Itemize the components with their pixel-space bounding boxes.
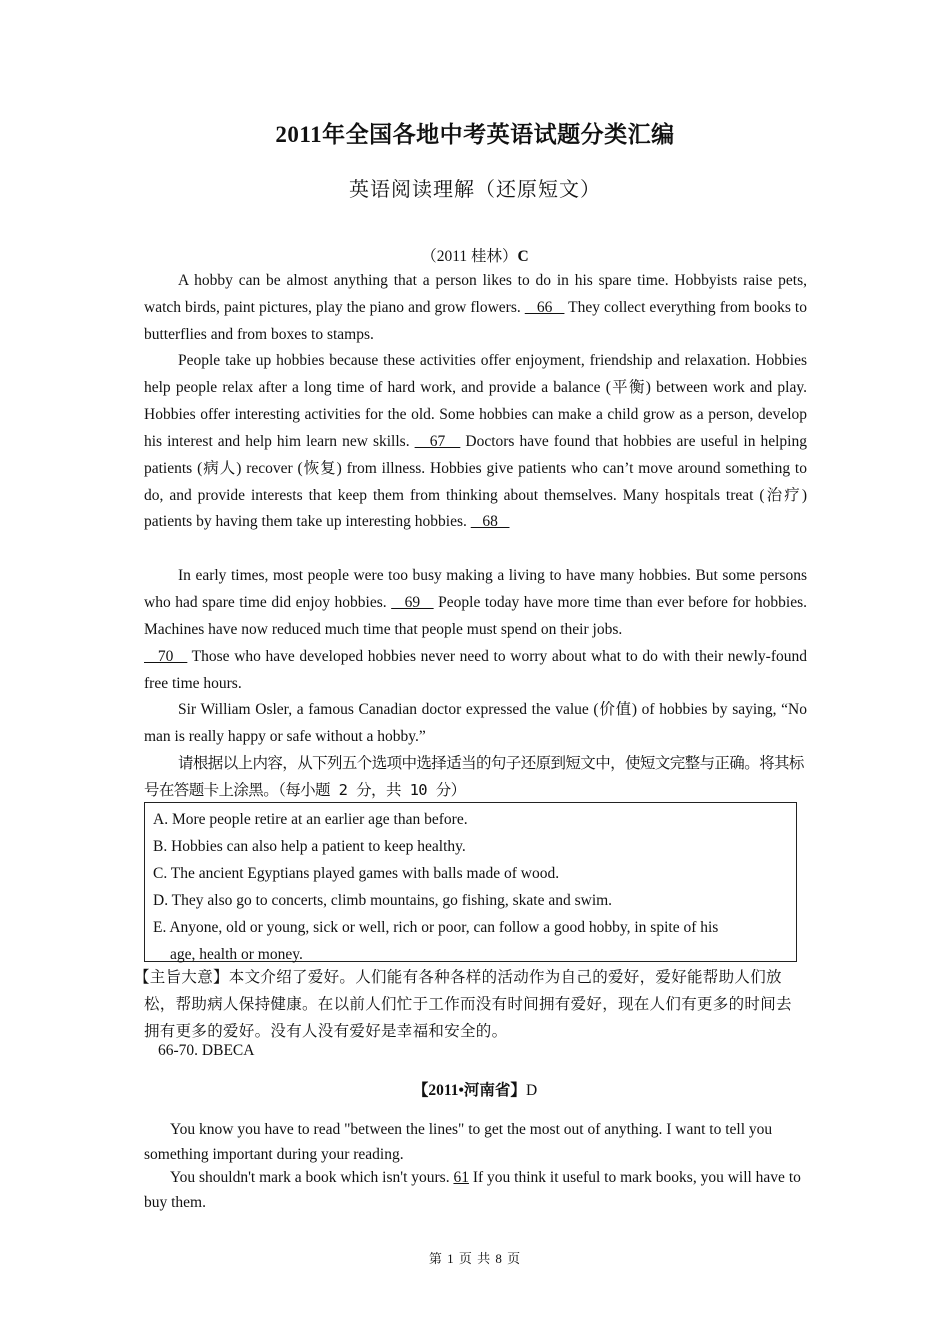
section-heading-prefix: （2011 桂林） <box>421 248 518 265</box>
blank-68: 68 <box>470 513 510 531</box>
option-b: B. Hobbies can also help a patient to keep healthy. <box>153 838 466 855</box>
section-heading-letter: C <box>517 248 529 265</box>
section-heading-henan <box>0 1078 950 1100</box>
answer-key: 66-70. DBECA <box>158 1042 255 1059</box>
option-e: E. Anyone, old or young, sick or well, rich or poor, can follow a good hobby, in spite of his <box>153 919 719 936</box>
passage-paragraph-1: A hobby can be almost anything that a person likes to do in his spare time. Hobbyists raise pets, watch birds, paint pictures, play the piano and grow flowers. 66 They collect everything from books to butterflies and from boxes to stamps. <box>144 272 807 343</box>
section-heading-prefix: 【2011•河南省】 <box>412 1082 526 1099</box>
passage2-paragraph-1: You know you have to read "between the lines" to get the most out of anything. I want to tell you something important during your reading. <box>144 1121 773 1163</box>
blank-67: 67 <box>414 432 461 450</box>
blank-61: 61 <box>453 1169 469 1186</box>
section-heading-guilin <box>0 244 950 266</box>
document-subtitle: 英语阅读理解（还原短文） <box>349 179 601 201</box>
passage-paragraph-3: In early times, most people were too busy making a living to have many hobbies. But some persons who had spare time did enjoy hobbies. 69 People today have more time than ever before for hobbies. Machines have now reduced much time that people must spend on their jobs. 70 Those who have developed hobbies never need to worry about what to do with their newly-found free time hours. <box>144 567 808 692</box>
passage2-paragraph-2: You shouldn't mark a book which isn't yours. 61 If you think it useful to mark books, you will have to buy them. <box>144 1169 801 1211</box>
options-box <box>144 802 797 962</box>
section-heading-letter: D <box>525 1082 538 1099</box>
blank-69: 69 <box>391 593 434 611</box>
document-title: 2011年全国各地中考英语试题分类汇编 <box>275 122 675 147</box>
page-footer: 第 1 页 共 8 页 <box>428 1251 522 1266</box>
option-c: C. The ancient Egyptians played games with balls made of wood. <box>153 865 560 882</box>
summary-main-idea: 【主旨大意】本文介绍了爱好。人们能有各种各样的活动作为自己的爱好，爱好能帮助人们放松，帮助病人保持健康。在以前人们忙于工作而没有时间拥有爱好，现在人们有更多的时间去拥有更多的爱好。没有人没有爱好是幸福和安全的。 <box>134 969 792 1040</box>
blank-66: 66 <box>524 298 565 316</box>
passage-paragraph-2: People take up hobbies because these activities offer enjoyment, friendship and relaxation. Hobbies help people relax after a long time of hard work, and provide a balance (平衡) between work and play. Hobbies offer interesting activities for the old. Some hobbies can make a child grow as a person, develop his interest and help him learn new skills. 67 Doctors have found that hobbies are useful in helping patients (病人) recover (恢复) from illness. Hobbies give patients who can’t move around something to do, and provide interests that keep them from thinking about themselves. Many hospitals treat (治疗) patients by having them take up interesting hobbies. 68 <box>144 352 807 531</box>
passage-paragraph-4: Sir William Osler, a famous Canadian doctor expressed the value (价值) of hobbies by saying, “No man is really happy or safe without a hobby.” <box>144 701 807 745</box>
blank-70: 70 <box>144 647 188 665</box>
option-d: D. They also go to concerts, climb mountains, go fishing, skate and swim. <box>153 892 613 909</box>
option-a: A. More people retire at an earlier age than before. <box>153 811 468 828</box>
option-e-continued: age, health or money. <box>170 946 303 963</box>
task-instruction: 请根据以上内容，从下列五个选项中选择适当的句子还原到短文中，使短文完整与正确。将其标号在答题卡上涂黑。（每小题 2 分，共 10 分） <box>144 754 804 799</box>
